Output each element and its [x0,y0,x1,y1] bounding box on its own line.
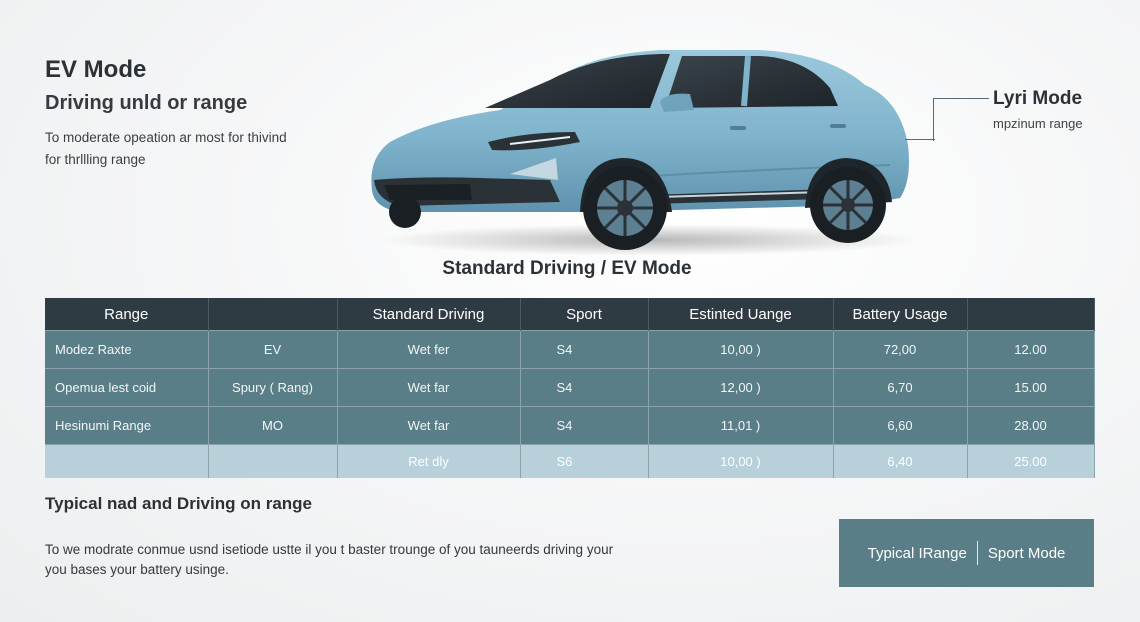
header-blank-2 [967,298,1094,331]
table-cell: MO [208,407,337,445]
table-cell: 28.00 [967,407,1094,445]
table-row [45,445,1094,479]
table-cell: S6 [520,445,648,479]
table-row [45,407,1094,445]
table-cell: Hesinumi Range [45,407,208,445]
intro-description-line1: To moderate opeation ar most for thivind [45,130,287,145]
car-door-handle-front [730,126,746,130]
car-windshield [485,54,670,108]
table-cell: Ret dly [337,445,520,479]
intro-description-line2: for thrllling range [45,152,146,167]
header-sport: Sport [520,298,648,331]
bottom-description-line2: you bases your battery usinge. [45,562,229,577]
typical-range-option[interactable]: Typical IRange [867,544,967,562]
car-door-handle-rear [830,124,846,128]
table-cell: Opemua lest coid [45,369,208,407]
callout-connector [933,98,989,141]
table-header-row [45,298,1094,331]
table-cell: 11,01 ) [648,407,833,445]
callout-connector-stub [905,139,935,140]
intro-section [45,56,375,171]
table-row [45,369,1094,407]
bottom-description-line1: To we modrate conmue usnd isetiode ustte il you t baster trounge of you tauneerds driving your [45,542,614,557]
table-cell: 25.00 [967,445,1094,479]
table-cell: S4 [520,407,648,445]
callout-title: Lyri Mode [993,88,1083,109]
car-rear-wheel [810,167,886,243]
table-row [45,331,1094,369]
bottom-title: Typical nad and Driving on range [45,494,313,513]
table-cell: 12,00 ) [648,369,833,407]
table-cell: Wet far [337,369,520,407]
table-cell: 15.00 [967,369,1094,407]
header-estimated-range: Estinted Uange [648,298,833,331]
mode-selector[interactable] [839,519,1094,587]
table-cell [208,445,337,479]
table-cell: Wet far [337,407,520,445]
table-cell: S4 [520,331,648,369]
table-cell: Spury ( Rang) [208,369,337,407]
callout-subtitle: mpzinum range [993,116,1083,131]
table-cell: Modez Raxte [45,331,208,369]
table-cell: S4 [520,369,648,407]
header-range: Range [45,298,208,331]
table-cell: 6,40 [833,445,967,479]
table-cell: 10,00 ) [648,331,833,369]
bottom-description [45,540,745,580]
page-title: EV Mode [45,56,147,83]
table-cell: EV [208,331,337,369]
header-battery-usage: Battery Usage [833,298,967,331]
table-cell: 6,60 [833,407,967,445]
table-cell: 72,00 [833,331,967,369]
sport-mode-option[interactable]: Sport Mode [987,544,1066,562]
table-cell: 10,00 ) [648,445,833,479]
header-blank-1 [208,298,337,331]
table-cell [45,445,208,479]
car-front-wheel [583,166,667,250]
mode-separator [977,541,978,565]
mode-callout [993,88,1083,131]
intro-description [45,127,375,171]
table-title: Standard Driving / EV Mode [442,258,692,279]
table-cell: 12.00 [967,331,1094,369]
car-front-left-wheel [389,196,421,228]
page-subtitle: Driving unld or range [45,92,248,114]
table-cell: Wet fer [337,331,520,369]
header-standard-driving: Standard Driving [337,298,520,331]
table-cell: 6,70 [833,369,967,407]
car-illustration [360,40,920,260]
driving-mode-table [45,298,1095,478]
